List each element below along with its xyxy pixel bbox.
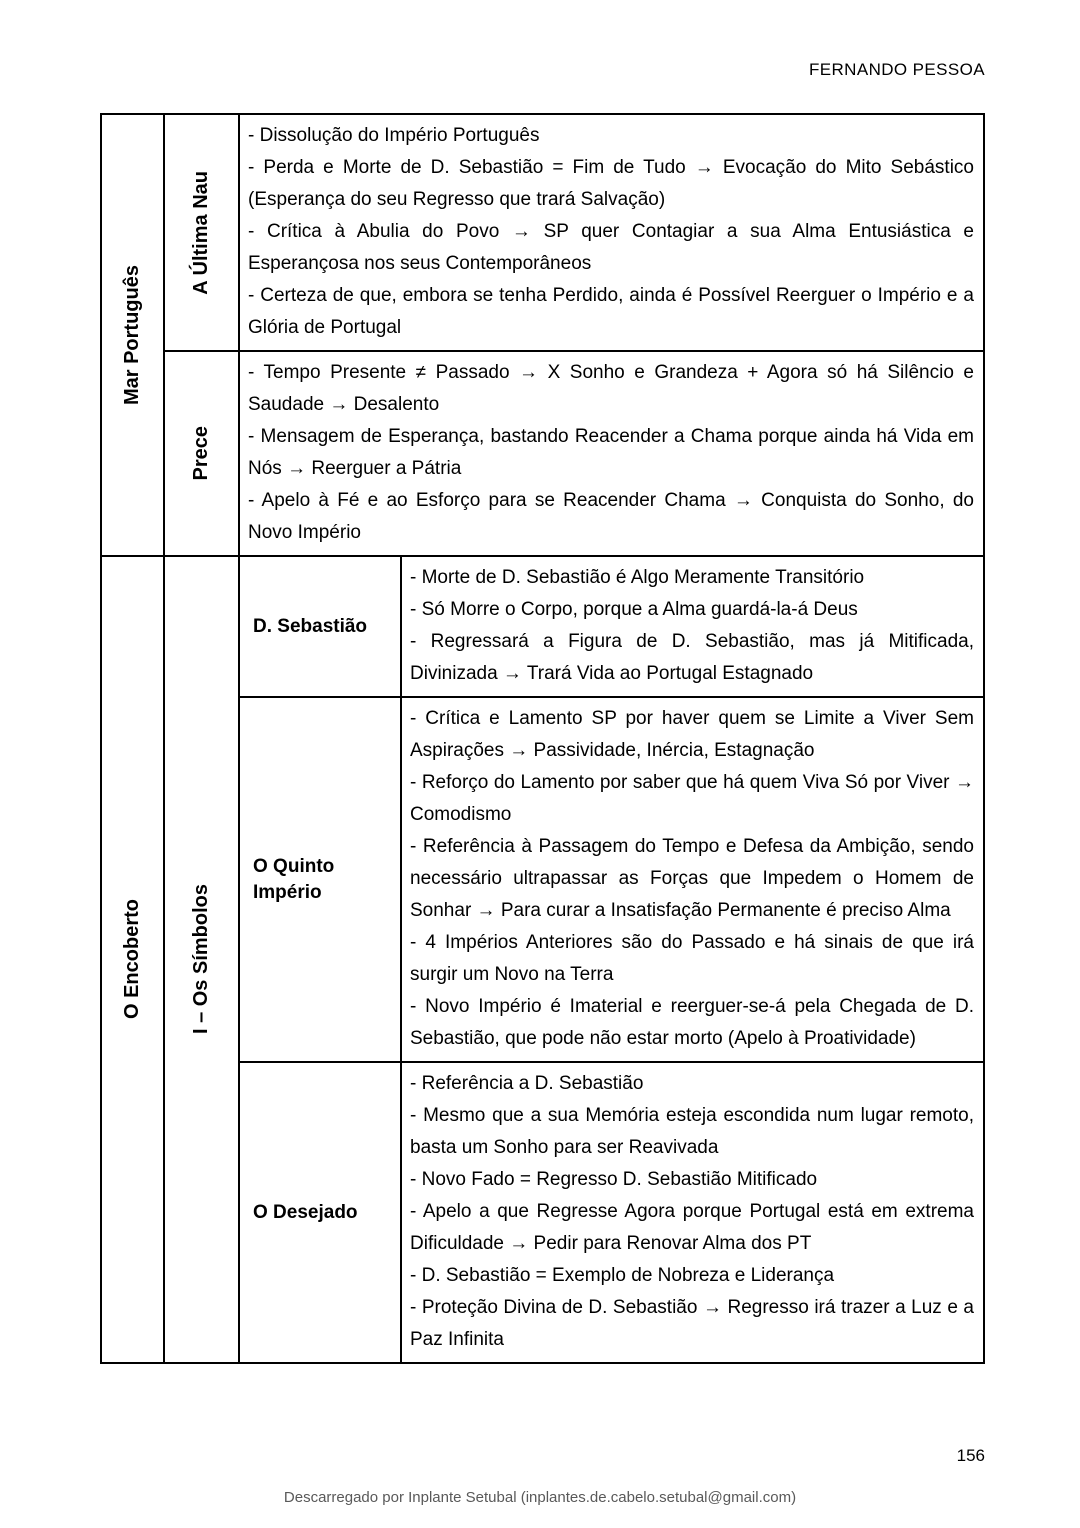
- note-point: - Certeza de que, embora se tenha Perdido, ainda é Possível Reerguer o Império e a Glória de Portugal: [248, 285, 974, 338]
- note-point: - Apelo à Fé e ao Esforço para se Reacender Chama → Conquista do Sonho, do Novo Império: [248, 490, 974, 543]
- download-note: Descarregado por Inplante Setubal (inplantes.de.cabelo.setubal@gmail.com): [283, 1489, 797, 1506]
- note-point: - Mesmo que a sua Memória esteja escondida num lugar remoto, basta um Sonho para ser Reavivada: [410, 1105, 974, 1158]
- note-point: - Apelo a que Regresse Agora porque Portugal está em extrema Dificuldade → Pedir para Renovar Alma dos PT: [410, 1201, 974, 1254]
- note-point: - Mensagem de Esperança, bastando Reacender a Chama porque ainda há Vida em Nós → Reerguer a Pátria: [248, 426, 974, 479]
- page-number: 156: [956, 1446, 985, 1465]
- note-point: - Novo Império é Imaterial e reerguer-se-á pela Chegada de D. Sebastião, que pode não estar morto (Apelo à Proatividade): [410, 996, 974, 1049]
- row-label-o-quinto-imperio: [240, 698, 400, 1061]
- row-content-o-quinto-imperio: [402, 698, 983, 1061]
- section-label-text: O Encoberto: [121, 899, 143, 1020]
- note-point: - Perda e Morte de D. Sebastião = Fim de Tudo → Evocação do Mito Sebástico (Esperança do seu Regresso que trará Salvação): [248, 157, 974, 210]
- note-point: - Morte de D. Sebastião é Algo Meramente Transitório: [410, 567, 865, 588]
- row-content-o-desejado: [402, 1063, 983, 1362]
- row-label-o-desejado: [240, 1063, 400, 1362]
- note-point: - Regressará a Figura de D. Sebastião, mas já Mitificada, Divinizada → Trará Vida ao Portugal Estagnado: [410, 631, 974, 684]
- notes-table: [100, 113, 985, 1364]
- row-label-text: O Quinto Império: [253, 855, 335, 903]
- row-label-text: D. Sebastião: [253, 615, 368, 637]
- note-point: - Crítica à Abulia do Povo → SP quer Contagiar a sua Alma Entusiástica e Esperançosa nos seus Contemporâneos: [248, 221, 974, 274]
- row-label-text: Prece: [190, 426, 212, 481]
- page-header: [809, 60, 985, 80]
- section-label-text: Mar Português: [121, 264, 143, 406]
- note-point: - Proteção Divina de D. Sebastião → Regresso irá trazer a Luz e a Paz Infinita: [410, 1297, 974, 1350]
- group-label-text: I – Os Símbolos: [190, 884, 212, 1035]
- row-label-text: O Desejado: [253, 1201, 358, 1223]
- note-point: - Referência à Passagem do Tempo e Defesa da Ambição, sendo necessário ultrapassar as Forças que Impedem o Homem de Sonhar → Para curar a Insatisfação Permanente é preciso Alma: [410, 836, 974, 921]
- note-point: - Só Morre o Corpo, porque a Alma guardá-la-á Deus: [410, 599, 858, 620]
- note-point: - 4 Impérios Anteriores são do Passado e há sinais de que irá surgir um Novo na Terra: [410, 932, 974, 985]
- section-label-o-encoberto: [102, 557, 163, 1362]
- row-label-prece: [165, 352, 238, 555]
- note-point: - Novo Fado = Regresso D. Sebastião Mitificado: [410, 1169, 818, 1190]
- row-content-a-ultima-nau: [240, 115, 983, 350]
- section-mar-portugues: [100, 113, 985, 557]
- header-title: FERNANDO PESSOA: [808, 60, 985, 79]
- note-point: - Referência a D. Sebastião: [410, 1073, 644, 1094]
- row-label-d-sebastiao: [240, 557, 400, 696]
- note-point: - Tempo Presente ≠ Passado → X Sonho e Grandeza + Agora só há Silêncio e Saudade → Desalento: [248, 362, 974, 415]
- note-point: - D. Sebastião = Exemplo de Nobreza e Liderança: [410, 1265, 835, 1286]
- note-point: - Dissolução do Império Português: [248, 125, 540, 146]
- row-content-d-sebastiao: [402, 557, 983, 696]
- note-point: - Crítica e Lamento SP por haver quem se Limite a Viver Sem Aspirações → Passividade, Inércia, Estagnação: [410, 708, 974, 761]
- section-o-encoberto: [100, 555, 985, 1364]
- row-label-a-ultima-nau: [165, 115, 238, 350]
- row-label-text: A Última Nau: [190, 170, 212, 295]
- note-point: - Reforço do Lamento por saber que há quem Viva Só por Viver → Comodismo: [410, 772, 974, 825]
- row-content-prece: [240, 352, 983, 555]
- section-label-mar-portugues: [102, 115, 163, 555]
- group-label-os-simbolos: [165, 557, 238, 1362]
